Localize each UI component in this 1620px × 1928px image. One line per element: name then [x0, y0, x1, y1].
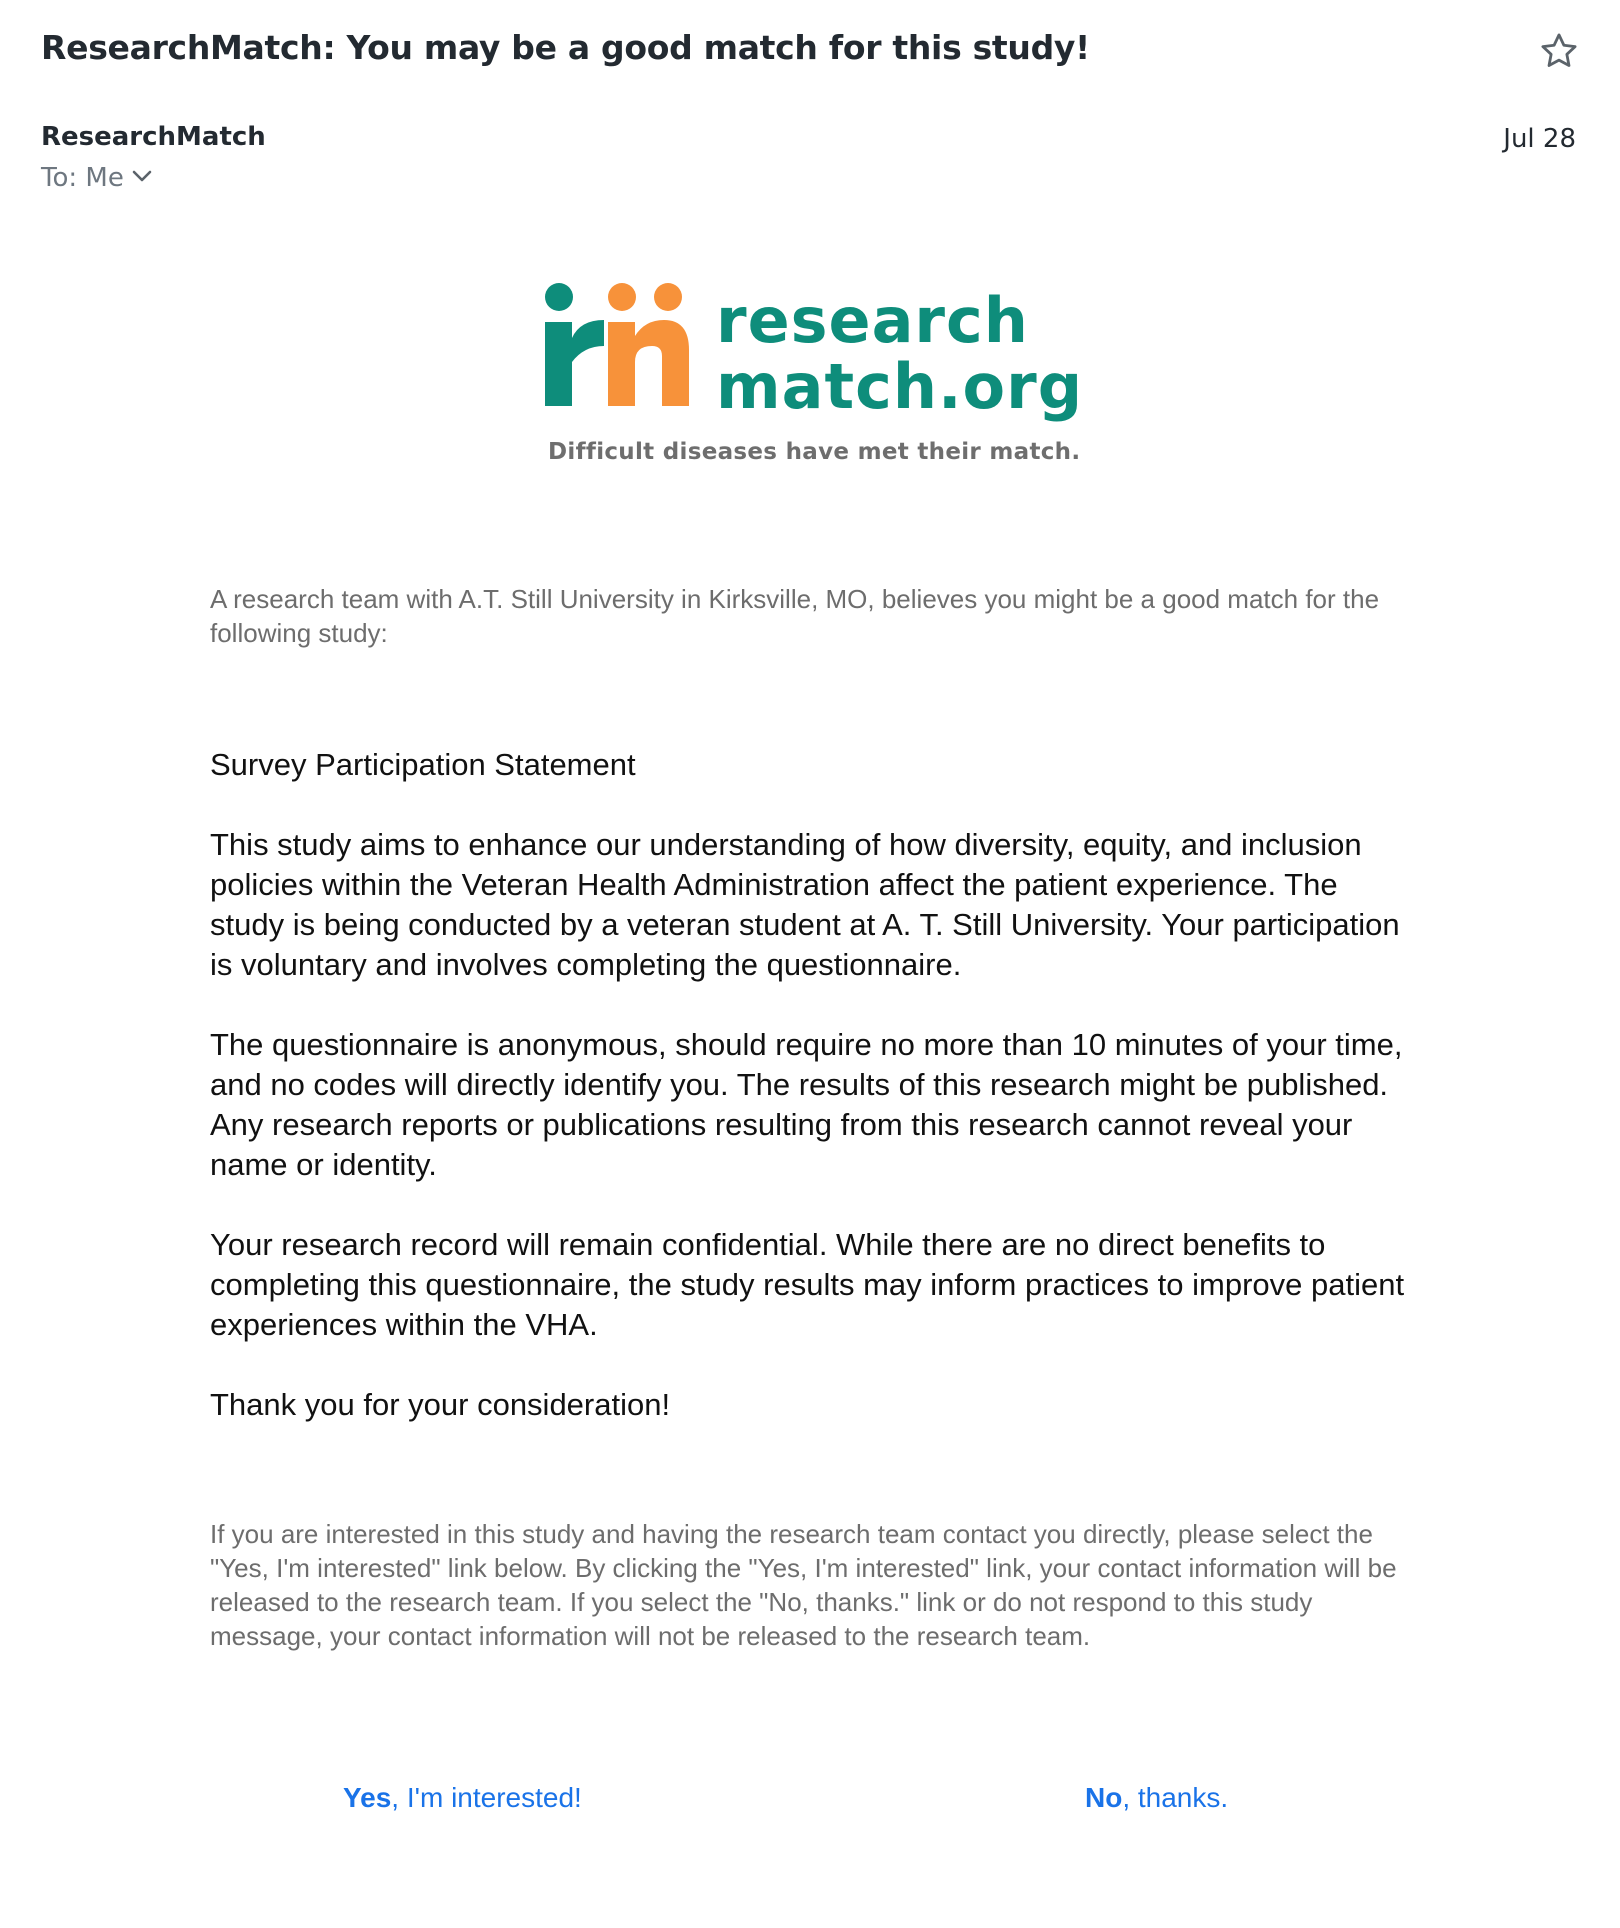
star-icon[interactable] — [1538, 30, 1580, 72]
study-paragraph: This study aims to enhance our understanding of how diversity, equity, and inclusion policies within the Veteran Health Administration affect the patient experience. The study is being conducted by a veteran student at A. T. Still University. Your participation is voluntary and involves completing the questionnaire. — [210, 827, 1400, 982]
star-outline-icon — [1538, 30, 1580, 72]
recipient-toggle[interactable] — [41, 163, 154, 193]
no-rest-text: , thanks. — [1122, 1782, 1229, 1813]
thank-you-text: Thank you for your consideration! — [210, 1387, 671, 1422]
logo-text-research: research — [716, 284, 1029, 357]
logo-tagline: Difficult diseases have met their match. — [548, 439, 1081, 465]
study-title: Survey Participation Statement — [210, 747, 636, 782]
email-subject: ResearchMatch: You may be a good match for this study! — [41, 28, 1090, 67]
intro-text: A research team with A.T. Still University in Kirksville, MO, believes you might be a good match for the following study: — [210, 584, 1380, 648]
chevron-down-icon — [130, 164, 154, 188]
consent-note: If you are interested in this study and having the research team contact you directly, please select the "Yes, I'm interested" link below. By clicking the "Yes, I'm interested" link, your contact information will be released to the research team. If you select the "No, thanks." link or do not respond to this study message, your contact information will not be released to the research team. — [210, 1519, 1397, 1651]
recipient-label: To: Me — [41, 163, 124, 193]
study-paragraph: Your research record will remain confidential. While there are no direct benefits to completing this questionnaire, the study results may inform practices to improve patient experiences within the VHA. — [210, 1227, 1405, 1342]
sender-name[interactable]: ResearchMatch — [41, 122, 266, 152]
yes-interested-link[interactable] — [343, 1782, 582, 1814]
logo-mark-icon — [540, 276, 700, 416]
logo-text-match: match.org — [716, 350, 1084, 423]
email-date: Jul 28 — [1503, 124, 1576, 154]
yes-bold-text: Yes — [343, 1782, 392, 1813]
yes-rest-text: , I'm interested! — [391, 1782, 582, 1813]
no-thanks-link[interactable] — [1085, 1782, 1228, 1814]
study-paragraph: The questionnaire is anonymous, should require no more than 10 minutes of your time, and no codes will directly identify you. The results of this research might be published. Any research reports or publications resulting from this research cannot reveal your name or identity. — [210, 1027, 1403, 1182]
researchmatch-logo — [540, 276, 1084, 476]
no-bold-text: No — [1085, 1782, 1123, 1813]
